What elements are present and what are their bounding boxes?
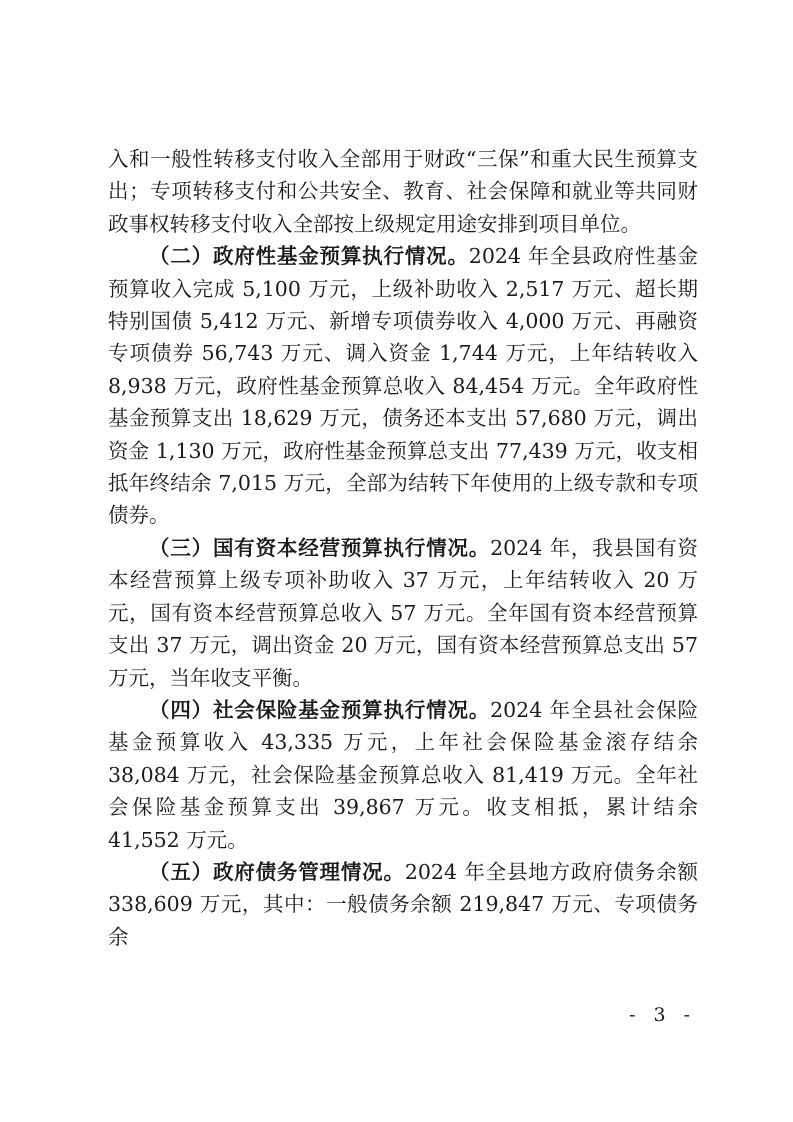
paragraph-government-debt [108, 856, 698, 953]
paragraph-text: 2024 年全县地方政府债务余额 338,609 万元，其中：一般债务余额 219,847 万元、专项债务余 [108, 859, 699, 949]
section-heading: （三）国有资本经营预算执行情况。 [149, 535, 491, 560]
paragraph-text: 2024 年全县政府性基金预算收入完成 5,100 万元，上级补助收入 2,517 万元、超长期特别国债 5,412 万元、新增专项债券收入 4,000 万元、再融资专项债券 56,743 万元、调入资金 1,744 万元，上年结转收入 8,938 万元，政府性基金预算总收入 84,454 万元。全年政府性基金预算支出 18,629 万元，债务还本支出 57,680 万元，调出资金 1,130 万元，政府性基金预算总支出 77,439 万元，收支相抵年终结余 7,015 万元，全部为结转下年使用的上级专款和专项债券。 [108, 244, 699, 528]
paragraph-text: 2024 年，我县国有资本经营预算上级专项补助收入 37 万元，上年结转收入 20 万元，国有资本经营预算总收入 57 万元。全年国有资本经营预算支出 37 万元，调出资金 20 万元，国有资本经营预算总支出 57 万元，当年收支平衡。 [108, 535, 699, 690]
page-number: - 3 - [628, 1004, 696, 1026]
paragraph-continuation [108, 143, 698, 240]
paragraph-text: 入和一般性转移支付收入全部用于财政“三保”和重大民生预算支出；专项转移支付和公共安全、教育、社会保障和就业等共同财政事权转移支付收入全部按上级规定用途安排到项目单位。 [108, 147, 698, 236]
paragraph-state-capital [108, 532, 698, 694]
paragraph-text: 2024 年全县社会保险基金预算收入 43,335 万元，上年社会保险基金滚存结余 38,084 万元，社会保险基金预算总收入 81,419 万元。全年社会保险基金预算支出 39,867 万元。收支相抵，累计结余 41,552 万元。 [108, 697, 699, 852]
section-heading: （二）政府性基金预算执行情况。 [149, 244, 469, 269]
paragraph-social-insurance [108, 694, 698, 856]
paragraph-government-fund [108, 240, 698, 532]
document-body [108, 143, 698, 953]
section-heading: （五）政府债务管理情况。 [149, 859, 405, 884]
section-heading: （四）社会保险基金预算执行情况。 [149, 697, 491, 722]
